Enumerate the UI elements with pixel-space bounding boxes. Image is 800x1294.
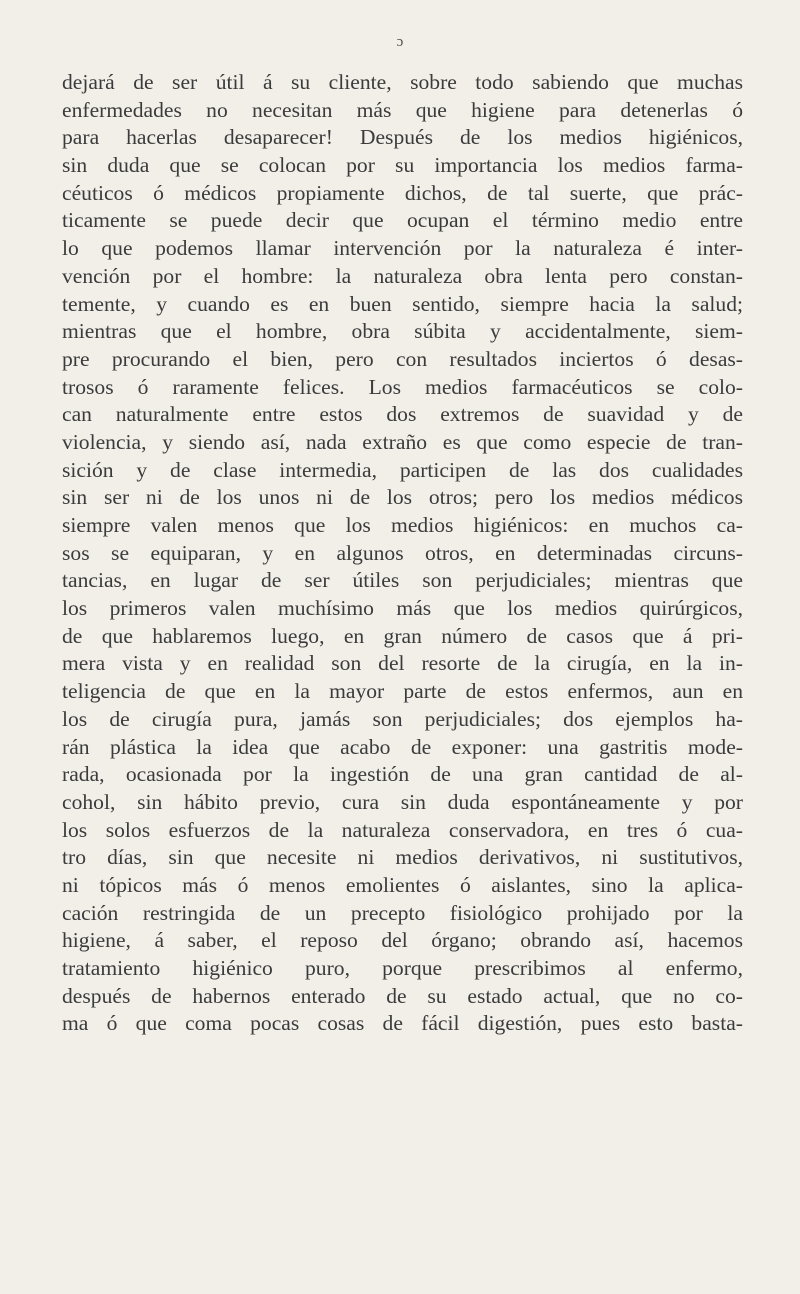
body-text	[62, 69, 743, 1038]
text-line: mientras que el hombre, obra súbita y accidentalmente, siem-	[62, 319, 743, 344]
text-line: rada, ocasionada por la ingestión de una gran cantidad de al-	[62, 762, 743, 787]
text-line: temente, y cuando es en buen sentido, siempre hacia la salud;	[62, 291, 743, 316]
text-line: tratamiento higiénico puro, porque prescribimos al enfermo,	[62, 956, 743, 980]
text-line: ticamente se puede decir que ocupan el término medio entre	[62, 208, 743, 233]
text-line: mera vista y en realidad son del resorte de la cirugía, en la in-	[62, 651, 743, 676]
text-line: enfermedades no necesitan más que higiene para detenerlas ó	[62, 97, 743, 122]
text-line: rán plástica la idea que acabo de exponer: una gastritis mode-	[62, 734, 743, 759]
text-line: pre procurando el bien, pero con resultados inciertos ó desas-	[62, 346, 743, 371]
text-line: trosos ó raramente felices. Los medios farmacéuticos se colo-	[62, 374, 743, 399]
text-line: tro días, sin que necesite ni medios derivativos, ni sustitutivos,	[62, 845, 743, 870]
text-line: ma ó que coma pocas cosas de fácil digestión, pues esto basta-	[62, 1011, 743, 1036]
text-line: sición y de clase intermedia, participen de las dos cualidades	[62, 457, 743, 482]
text-line: los primeros valen muchísimo más que los medios quirúrgicos,	[62, 596, 743, 621]
text-line: cación restringida de un precepto fisiológico prohijado por la	[62, 900, 743, 925]
text-line: de que hablaremos luego, en gran número de casos que á pri-	[62, 623, 743, 648]
text-line: can naturalmente entre estos dos extremos de suavidad y de	[62, 402, 743, 427]
text-line: violencia, y siendo así, nada extraño es que como especie de tran-	[62, 429, 743, 454]
page-number: ɔ	[396, 34, 404, 50]
text-line: sin duda que se colocan por su importancia los medios farma-	[62, 153, 743, 178]
text-line: ni tópicos más ó menos emolientes ó aislantes, sino la aplica-	[62, 872, 743, 897]
text-line: céuticos ó médicos propiamente dichos, de tal suerte, que prác-	[62, 180, 743, 205]
text-line: los solos esfuerzos de la naturaleza conservadora, en tres ó cua-	[62, 817, 743, 842]
text-line: cohol, sin hábito previo, cura sin duda espontáneamente y por	[62, 789, 743, 814]
text-line: después de habernos enterado de su estado actual, que no co-	[62, 983, 743, 1008]
text-line: sos se equiparan, y en algunos otros, en determinadas circuns-	[62, 540, 743, 565]
text-line: teligencia de que en la mayor parte de estos enfermos, aun en	[62, 679, 743, 704]
text-line: los de cirugía pura, jamás son perjudiciales; dos ejemplos ha-	[62, 706, 743, 731]
text-line: vención por el hombre: la naturaleza obra lenta pero constan-	[62, 263, 743, 288]
text-line: para hacerlas desaparecer! Después de los medios higiénicos,	[62, 125, 743, 150]
text-line: sin ser ni de los unos ni de los otros; pero los medios médicos	[62, 485, 743, 510]
text-line: siempre valen menos que los medios higiénicos: en muchos ca-	[62, 513, 743, 537]
text-line: dejará de ser útil á su cliente, sobre todo sabiendo que muchas	[62, 70, 743, 94]
text-line: tancias, en lugar de ser útiles son perjudiciales; mientras que	[62, 568, 743, 593]
text-line: lo que podemos llamar intervención por la naturaleza é inter-	[62, 236, 743, 261]
text-line: higiene, á saber, el reposo del órgano; obrando así, hacemos	[62, 928, 743, 953]
